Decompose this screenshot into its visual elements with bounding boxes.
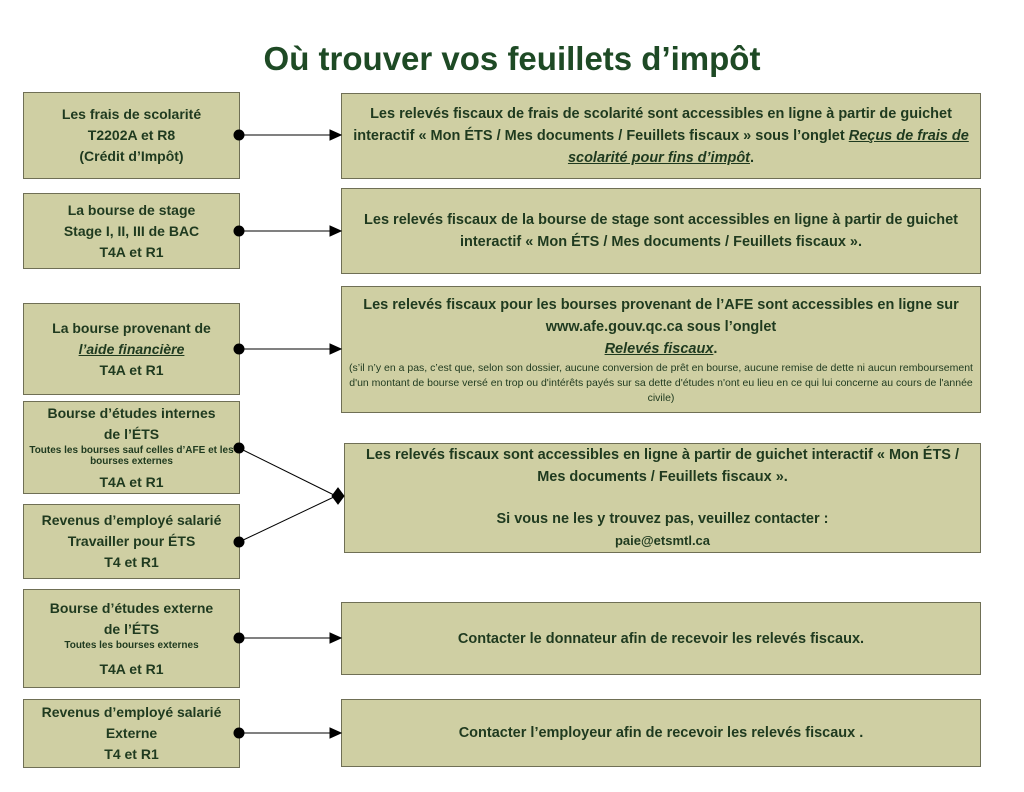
connector-7 xyxy=(234,728,341,738)
box-label-line2: de l’ÉTS xyxy=(103,425,160,442)
box-label-line2: Travailler pour ÉTS xyxy=(67,533,196,549)
info-link: Relevés fiscaux xyxy=(604,340,714,357)
box-label-line3: (Crédit d’Impôt) xyxy=(79,148,184,164)
page-title: Où trouver vos feuillets d’impôt xyxy=(263,40,761,77)
connector-1 xyxy=(234,130,341,140)
box-label-line2: Stage I, II, III de BAC xyxy=(63,222,200,239)
box-label-small: Toutes les bourses externes xyxy=(64,639,199,651)
info-link: Reçus de frais de scolarité pour fins d’impôt xyxy=(567,128,969,166)
connector-5 xyxy=(234,496,336,547)
box-label-line1: Revenus d’employé salarié xyxy=(41,704,222,720)
info-text-end: . xyxy=(750,150,755,166)
contact-email: paie@etsmtl.ca xyxy=(614,533,711,548)
info-text-contact: Si vous ne les y trouvez pas, veuillez contacter : xyxy=(496,511,829,527)
box-label-line3: T4A et R1 xyxy=(99,660,164,677)
info-text: Les relevés fiscaux sont accessibles en ligne à partir de guichet interactif « Mon ÉTS / Mes documents / Feuillets fiscaux ». xyxy=(365,447,960,485)
box-label-line2: de l’ÉTS xyxy=(103,620,160,637)
box-label-line3: T4A et R1 xyxy=(99,473,164,490)
box-label-line1: Bourse d’études externe xyxy=(49,599,214,616)
info-text-end: . xyxy=(713,340,718,357)
connector-3 xyxy=(234,344,341,354)
info-text-main: Les relevés fiscaux de frais de scolarité sont accessibles en ligne à partir de guichet interactif « Mon ÉTS / Mes documents / Feuillets fiscaux » sous l’onglet xyxy=(353,106,952,144)
box-label-small: Toutes les bourses sauf celles d’AFE et les bourses externes xyxy=(29,444,234,467)
info-text: Contacter le donnateur afin de recevoir les relevés fiscaux. xyxy=(457,630,865,647)
box-label-line3: T4 et R1 xyxy=(104,554,159,570)
connector-4 xyxy=(234,443,336,496)
info-text: Contacter l’employeur afin de recevoir les relevés fiscaux . xyxy=(458,725,864,741)
connector-2 xyxy=(234,226,341,236)
info-note: (s’il n’y en a pas, c’est que, selon son dossier, aucune conversion de prêt en bourse, aucune remise de dette ni aucun remboursement d'un montant de bourse versé en trop ou d'intérêts payés sur sa dette d'études n'ont eu lieu en ce qui lui concerne au cours de l'année civile) xyxy=(349,361,973,404)
box-label-line1: Les frais de scolarité xyxy=(61,106,202,122)
box-label-line3: T4 et R1 xyxy=(104,746,159,762)
info-text: Les relevés fiscaux pour les bourses provenant de l’AFE sont accessibles en ligne sur www.afe.gouv.qc.ca sous l’onglet xyxy=(363,296,959,335)
box-label-line2: T2202A et R8 xyxy=(87,127,176,143)
connector-merge-arrow xyxy=(332,488,344,504)
box-label-line1: La bourse provenant de xyxy=(52,319,211,336)
info-text: Les relevés fiscaux de la bourse de stage sont accessibles en ligne à partir de guichet interactif « Mon ÉTS / Mes documents / Feuillets fiscaux ». xyxy=(364,212,958,250)
box-label-line1: Revenus d’employé salarié xyxy=(41,512,222,528)
box-label-line3: T4A et R1 xyxy=(99,361,164,378)
box-label-line1: Bourse d’études internes xyxy=(47,404,216,421)
box-label-line2: Externe xyxy=(105,725,158,741)
box-label-line3: T4A et R1 xyxy=(99,243,164,260)
box-label-line1: La bourse de stage xyxy=(67,201,196,218)
box-label-line2: l’aide financière xyxy=(78,340,185,357)
connector-6 xyxy=(234,633,341,643)
